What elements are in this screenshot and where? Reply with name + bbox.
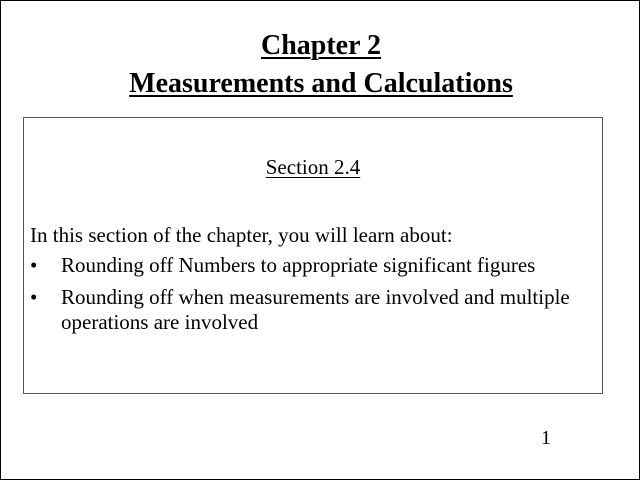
title-line-chapter (1, 27, 640, 65)
section-heading (24, 154, 602, 180)
bullet-text: Rounding off Numbers to appropriate significant figures (61, 253, 536, 277)
title-line-topic (1, 65, 640, 103)
bullet-text: Rounding off when measurements are involved and multiple operations are involved (61, 285, 570, 334)
topic-title: Measurements and Calculations (129, 68, 513, 99)
intro-text: In this section of the chapter, you will learn about: (30, 223, 453, 247)
bullet-icon: • (30, 253, 38, 277)
list-item (30, 285, 590, 335)
bullet-icon: • (30, 285, 38, 309)
section-heading-text: Section 2.4 (265, 155, 361, 179)
slide-title (1, 27, 640, 103)
chapter-title: Chapter 2 (260, 30, 382, 61)
page-number: 1 (541, 427, 551, 449)
content-box (23, 117, 603, 394)
list-item (30, 253, 590, 278)
bullet-list (30, 253, 590, 342)
